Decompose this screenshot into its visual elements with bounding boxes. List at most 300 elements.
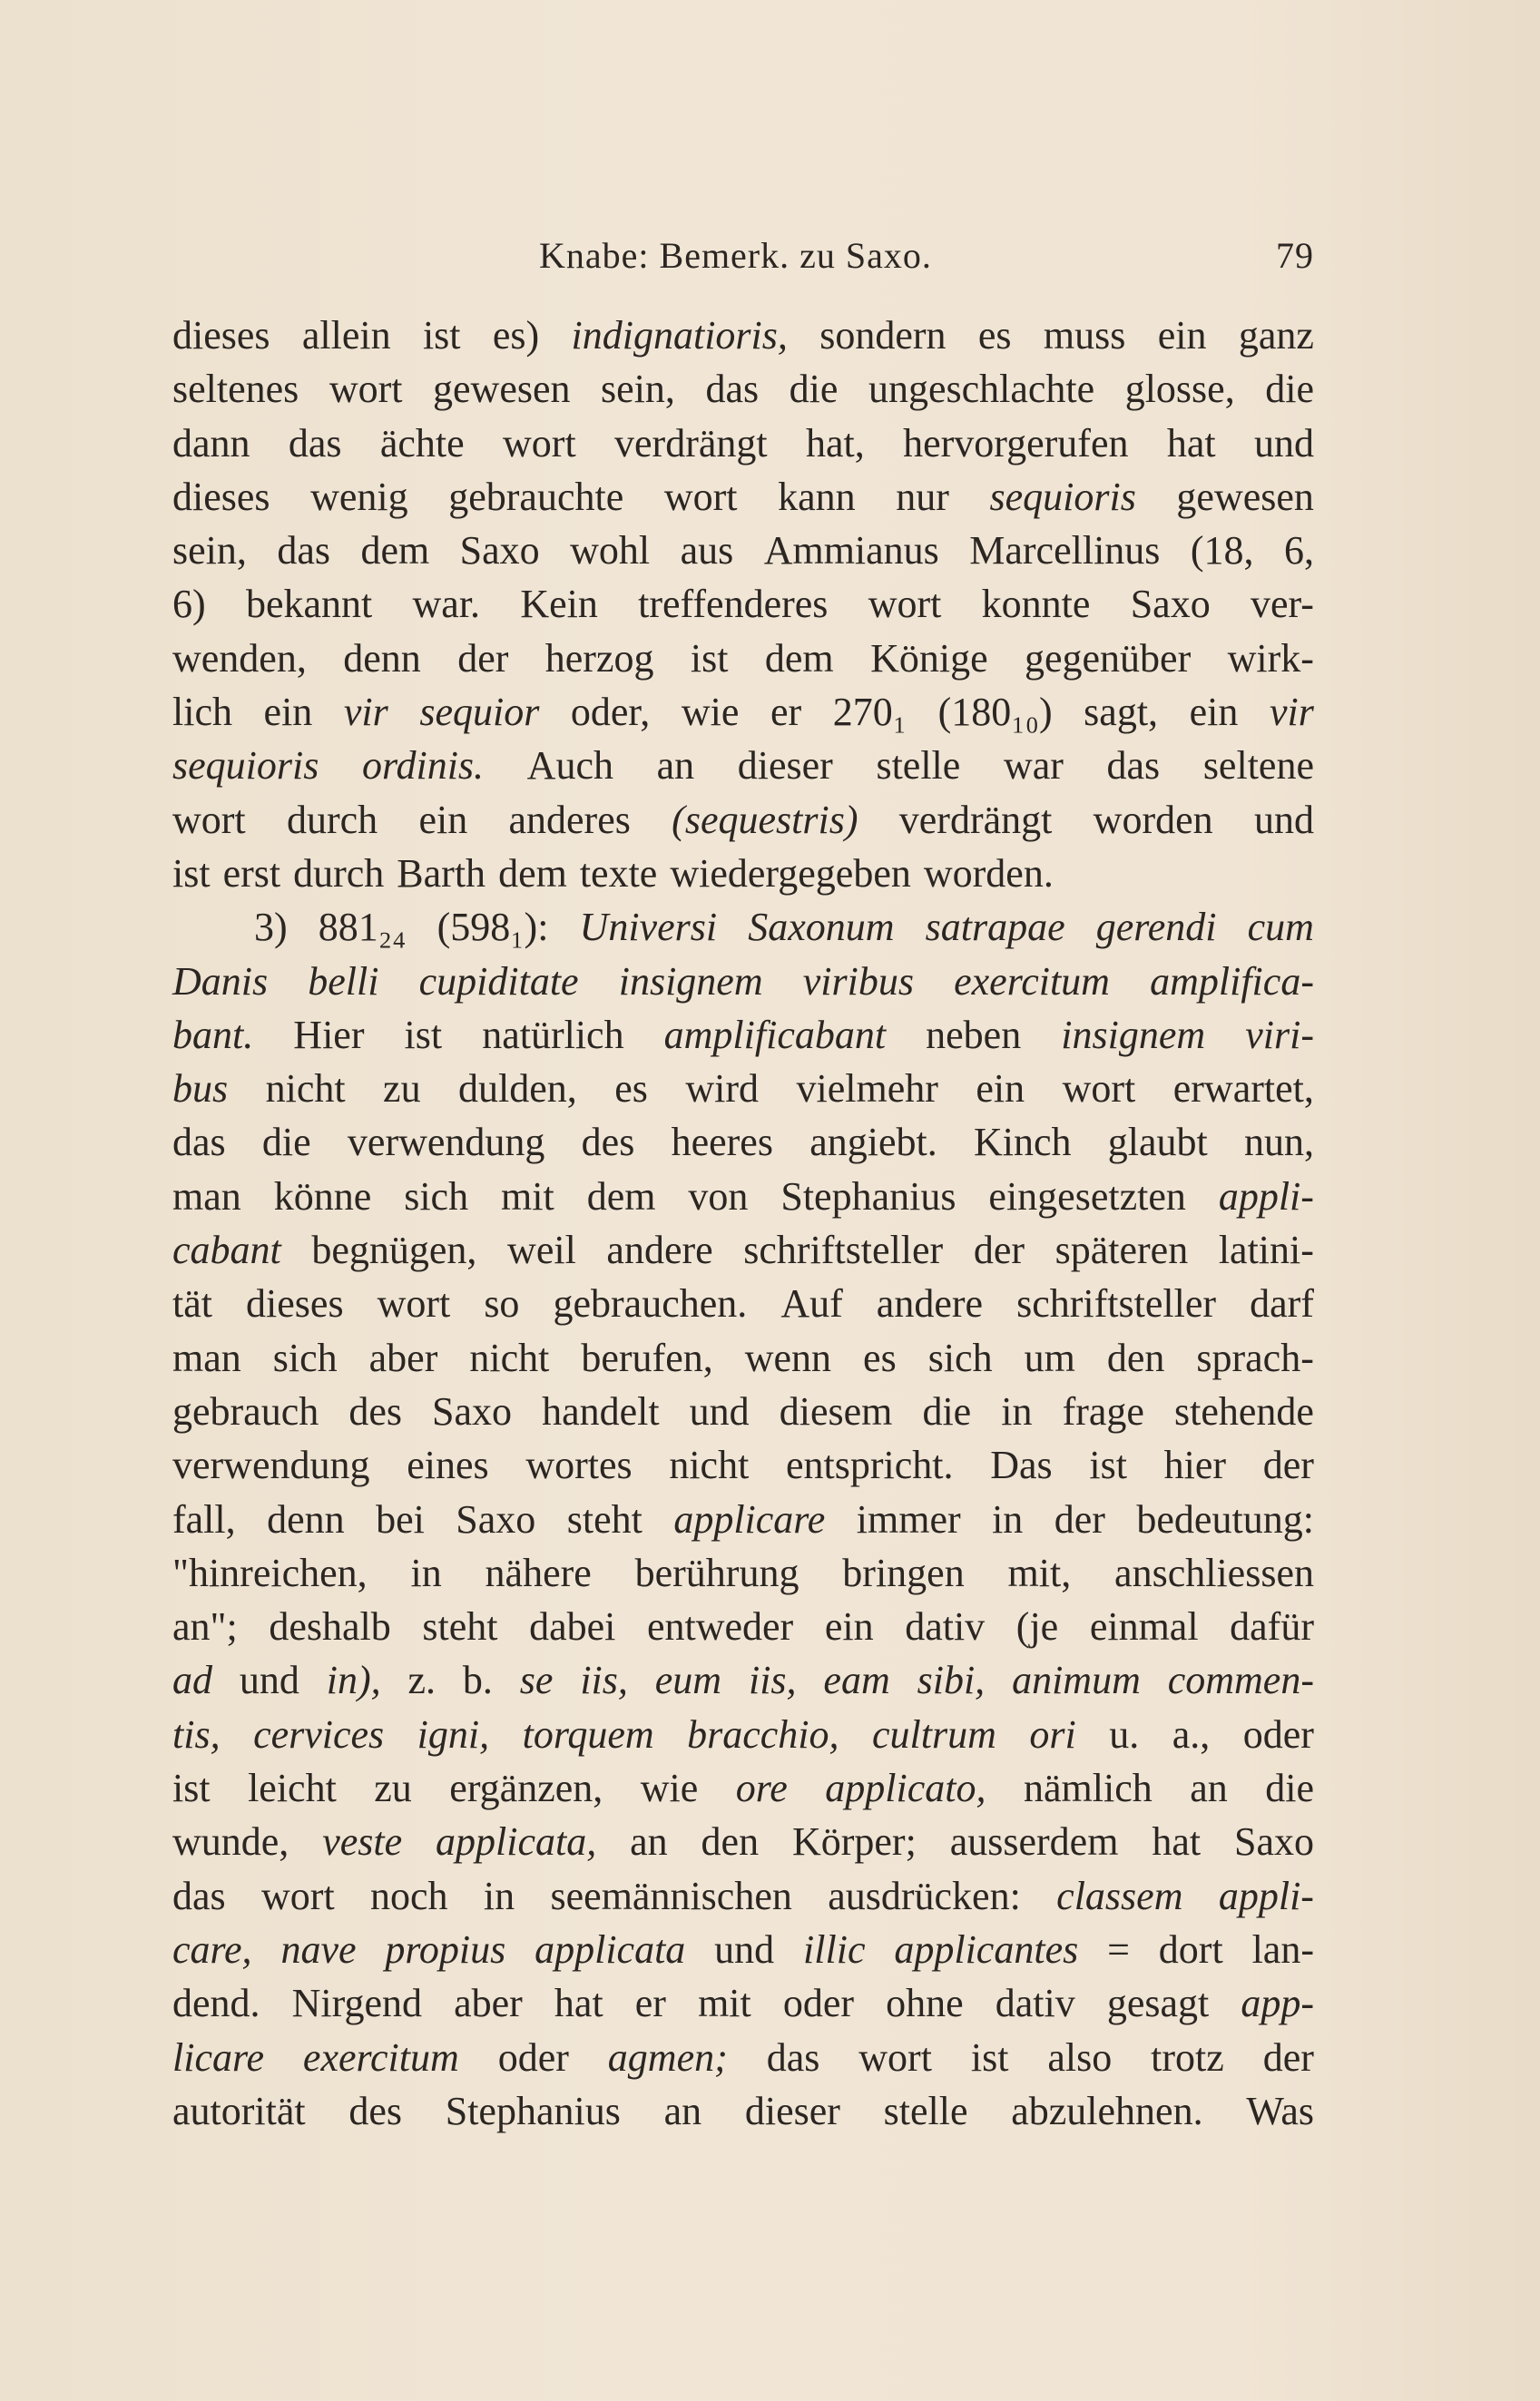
- word: Stephanius: [445, 2088, 621, 2133]
- word: sich: [404, 1173, 469, 1219]
- word: wird: [685, 1066, 760, 1112]
- word: dem: [498, 850, 567, 896]
- word: und: [1253, 797, 1314, 842]
- word: des: [348, 1388, 402, 1434]
- word: ist: [404, 1012, 443, 1057]
- word: das: [766, 2034, 820, 2080]
- word: dabei: [529, 1604, 616, 1650]
- word: applicata,: [436, 1819, 597, 1865]
- text-line: [172, 900, 1314, 954]
- word: ausserdem: [949, 1819, 1119, 1865]
- text-line: [172, 685, 1314, 739]
- word: weil: [507, 1228, 576, 1273]
- word: cupiditate: [418, 958, 579, 1004]
- word: allein: [301, 313, 391, 358]
- word: ächte: [379, 420, 465, 466]
- page-number: 79: [1276, 235, 1314, 276]
- text-line: [172, 632, 1314, 685]
- word: den: [701, 1819, 760, 1865]
- word: also: [1047, 2034, 1113, 2080]
- word: worden: [1093, 797, 1213, 842]
- word: entweder: [646, 1604, 794, 1650]
- word: care,: [172, 1926, 252, 1972]
- word: ist: [172, 1766, 211, 1811]
- word: in: [483, 1873, 515, 1918]
- word: ausdrücken:: [828, 1873, 1021, 1918]
- word: 270₁: [832, 690, 907, 735]
- word: dulden,: [458, 1066, 577, 1112]
- text-line: [172, 1493, 1314, 1546]
- word: gesagt: [1106, 1981, 1210, 2026]
- text-line: [172, 1653, 1314, 1707]
- word: in: [992, 1496, 1024, 1542]
- word: der: [1262, 1443, 1314, 1488]
- word: mit: [501, 1173, 554, 1219]
- word: exercitum: [954, 958, 1110, 1004]
- word: se: [519, 1658, 554, 1703]
- word: er: [634, 1981, 666, 2026]
- word: glaubt: [1107, 1120, 1208, 1165]
- word: anschliessen: [1114, 1550, 1314, 1595]
- word: an: [1190, 1766, 1228, 1811]
- word: 6,: [1283, 528, 1314, 573]
- word: ganz: [1238, 313, 1314, 358]
- word: aber: [454, 1981, 523, 2026]
- word: oder: [782, 1981, 855, 2026]
- word: satrapae: [925, 905, 1065, 950]
- word: stelle: [876, 743, 961, 789]
- word: texte: [579, 850, 658, 896]
- word: andere: [606, 1228, 713, 1273]
- word: eam: [823, 1658, 890, 1703]
- word: könne: [273, 1173, 372, 1219]
- word: ungeschlachte: [868, 367, 1095, 412]
- word: mit,: [1007, 1550, 1072, 1595]
- text-line: [172, 1869, 1314, 1923]
- word: verwendung: [347, 1120, 545, 1165]
- word: b.: [462, 1658, 493, 1703]
- word: Auf: [780, 1281, 843, 1327]
- word: des: [348, 2088, 402, 2133]
- word: Universi: [579, 905, 718, 950]
- word: diesem: [779, 1388, 893, 1434]
- word: das: [288, 420, 342, 466]
- word: cultrum: [872, 1711, 996, 1757]
- word: kann: [778, 474, 856, 519]
- word: es: [863, 1335, 897, 1380]
- word: an: [663, 2088, 702, 2133]
- word: nicht: [669, 1443, 750, 1488]
- word: bus: [172, 1066, 229, 1112]
- word: dativ: [905, 1604, 986, 1650]
- word: bedeutung:: [1136, 1496, 1314, 1542]
- word: steht: [566, 1496, 642, 1542]
- word: dieser: [744, 2088, 840, 2133]
- word: durch: [293, 850, 385, 896]
- word: insignem: [1061, 1012, 1206, 1057]
- word: dieses: [246, 1281, 344, 1327]
- word: cabant: [172, 1228, 281, 1273]
- word: worden.: [923, 850, 1054, 896]
- word: seltenes: [172, 367, 299, 412]
- word: das: [1106, 743, 1161, 789]
- text-line: [172, 1170, 1314, 1223]
- word: der: [1262, 2034, 1314, 2080]
- word: gewesen: [1176, 474, 1314, 519]
- word: späteren: [1054, 1228, 1189, 1273]
- word: tis,: [172, 1711, 221, 1757]
- text-line: [172, 470, 1314, 524]
- word: gebrauchte: [448, 474, 624, 519]
- word: gebrauch: [172, 1388, 319, 1434]
- word: sprach-: [1196, 1335, 1314, 1380]
- word: man: [172, 1335, 241, 1380]
- word: der: [973, 1228, 1025, 1273]
- word: die: [1265, 1766, 1314, 1811]
- word: vir: [1269, 690, 1314, 735]
- word: Saxo: [432, 1388, 513, 1434]
- word: sein,: [172, 528, 247, 573]
- word: an: [630, 1819, 668, 1865]
- text-line: [172, 1115, 1314, 1169]
- word: sondern: [819, 313, 947, 358]
- word: gerendi: [1095, 905, 1217, 950]
- text-line: [172, 1331, 1314, 1385]
- word: ohne: [886, 1981, 964, 2026]
- word: ist: [1089, 1443, 1127, 1488]
- word: und: [714, 1926, 775, 1972]
- word: die: [922, 1388, 972, 1434]
- word: wort: [858, 2034, 932, 2080]
- word: Könige: [870, 635, 988, 681]
- text-line: [172, 793, 1314, 847]
- word: abzulehnen.: [1011, 2088, 1203, 2133]
- word: zu: [374, 1766, 412, 1811]
- word: dieses: [172, 313, 270, 358]
- text-line: [172, 2084, 1314, 2138]
- word: leicht: [248, 1766, 337, 1811]
- word: illic: [803, 1926, 866, 1972]
- word: des: [581, 1120, 635, 1165]
- running-title: Knabe: Bemerk. zu Saxo.: [539, 235, 932, 276]
- word: die: [1265, 367, 1314, 412]
- text-line: [172, 1546, 1314, 1600]
- word: sich: [927, 1335, 993, 1380]
- word: nicht: [469, 1335, 550, 1380]
- word: Saxo: [456, 1496, 536, 1542]
- word: dort: [1158, 1926, 1223, 1972]
- word: an: [656, 743, 695, 789]
- text-line: [172, 577, 1314, 631]
- running-head: [176, 234, 1314, 281]
- word: erwartet,: [1172, 1066, 1314, 1112]
- word: licare: [172, 2034, 264, 2080]
- word: belli: [308, 958, 379, 1004]
- word: nur: [896, 474, 949, 519]
- word: wenn: [744, 1335, 832, 1380]
- text-line: [172, 1815, 1314, 1868]
- word: Körper;: [791, 1819, 917, 1865]
- word: immer: [856, 1496, 961, 1542]
- word: a.,: [1172, 1711, 1211, 1757]
- word: einmal: [1089, 1604, 1199, 1650]
- word: um: [1024, 1335, 1075, 1380]
- word: handelt: [542, 1388, 660, 1434]
- word: ver-: [1250, 582, 1314, 627]
- word: der: [1054, 1496, 1105, 1542]
- text-line: [172, 416, 1314, 470]
- word: andere: [876, 1281, 984, 1327]
- word: ein: [1157, 313, 1207, 358]
- word: seemännischen: [550, 1873, 792, 1918]
- word: von: [688, 1173, 749, 1219]
- word: an";: [172, 1604, 238, 1650]
- word: indignatioris,: [571, 313, 788, 358]
- word: es): [492, 313, 540, 358]
- word: cervices: [253, 1711, 385, 1757]
- word: begnügen,: [311, 1228, 477, 1273]
- word: herzog: [544, 635, 654, 681]
- word: verwendung: [172, 1443, 370, 1488]
- word: viribus: [802, 958, 914, 1004]
- word: in: [1001, 1388, 1033, 1434]
- word: dieses: [172, 474, 270, 519]
- word: es: [614, 1066, 648, 1112]
- word: der: [457, 635, 509, 681]
- text-line: [172, 1708, 1314, 1761]
- word: appli-: [1218, 1873, 1314, 1918]
- word: cum: [1247, 905, 1314, 950]
- word: nämlich: [1023, 1766, 1153, 1811]
- word: appli-: [1218, 1173, 1314, 1219]
- word: aber: [368, 1335, 438, 1380]
- word: tät: [172, 1281, 212, 1327]
- word: amplifica-: [1150, 958, 1314, 1004]
- word: bei: [376, 1496, 425, 1542]
- word: wort: [261, 1873, 335, 1918]
- text-line: [172, 1923, 1314, 1976]
- word: angiebt.: [809, 1120, 937, 1165]
- word: verdrängt: [898, 797, 1053, 842]
- word: veste: [322, 1819, 403, 1865]
- word: schriftsteller: [743, 1228, 944, 1273]
- word: ori: [1029, 1711, 1076, 1757]
- word: schriftsteller: [1016, 1281, 1217, 1327]
- word: natürlich: [482, 1012, 624, 1057]
- word: Saxo: [1130, 582, 1211, 627]
- word: das: [172, 1873, 226, 1918]
- word: wunde,: [172, 1819, 289, 1865]
- word: commen-: [1167, 1658, 1314, 1703]
- word: gegenüber: [1025, 635, 1192, 681]
- word: dend.: [172, 1981, 260, 2026]
- word: ergänzen,: [449, 1766, 603, 1811]
- word: man: [172, 1173, 241, 1219]
- word: Danis: [172, 958, 269, 1004]
- text-line: [172, 1062, 1314, 1115]
- word: Das: [990, 1443, 1053, 1488]
- word: hervorgerufen: [903, 420, 1129, 466]
- word: hat: [554, 1981, 603, 2026]
- word: Kinch: [973, 1120, 1072, 1165]
- word: und: [1253, 420, 1314, 466]
- word: wort: [1062, 1066, 1136, 1112]
- word: sequioris: [989, 474, 1136, 519]
- text-line: [172, 1438, 1314, 1492]
- word: ordinis.: [361, 743, 485, 789]
- word: denn: [267, 1496, 345, 1542]
- word: (sequestris): [672, 797, 858, 842]
- text-line: [172, 1223, 1314, 1277]
- word: es: [977, 313, 1012, 358]
- word: nicht: [265, 1066, 346, 1112]
- word: Barth: [397, 850, 486, 896]
- text-line: [172, 309, 1314, 362]
- text-line: [172, 2031, 1314, 2084]
- text-line: [172, 1008, 1314, 1062]
- word: (180₁₀): [937, 690, 1053, 735]
- word: so: [484, 1281, 520, 1327]
- word: torquem: [522, 1711, 654, 1757]
- word: die: [261, 1120, 311, 1165]
- word: (598₁):: [436, 905, 549, 950]
- word: oder: [497, 2034, 569, 2080]
- word: gebrauchen.: [553, 1281, 748, 1327]
- word: Stephanius: [780, 1173, 956, 1219]
- word: stehende: [1174, 1388, 1314, 1434]
- text-line: [172, 1385, 1314, 1438]
- text-line: [172, 1277, 1314, 1330]
- word: sibi,: [917, 1658, 986, 1703]
- word: in: [410, 1550, 442, 1595]
- word: ein: [976, 1066, 1025, 1112]
- word: sagt,: [1084, 690, 1159, 735]
- word: Marcellinus: [969, 528, 1161, 573]
- text-line: [172, 955, 1314, 1008]
- word: sequior: [419, 690, 540, 735]
- word: den: [1106, 1335, 1165, 1380]
- word: wort: [663, 474, 738, 519]
- word: 881₂₄: [318, 905, 407, 950]
- word: ein: [1189, 690, 1239, 735]
- word: (18,: [1190, 528, 1254, 573]
- word: heeres: [671, 1120, 773, 1165]
- word: eum: [654, 1658, 722, 1703]
- word: war.: [412, 582, 481, 627]
- word: er: [770, 690, 802, 735]
- word: konnte: [981, 582, 1091, 627]
- word: und: [689, 1388, 750, 1434]
- text-line: [172, 847, 1314, 900]
- text-line: [172, 1600, 1314, 1653]
- word: insignem: [618, 958, 763, 1004]
- word: aus: [680, 528, 734, 573]
- word: Was: [1246, 2088, 1314, 2133]
- word: lan-: [1251, 1926, 1314, 1972]
- word: stelle: [883, 2088, 968, 2133]
- word: seltene: [1202, 743, 1314, 789]
- word: z.: [407, 1658, 436, 1703]
- word: darf: [1250, 1281, 1314, 1327]
- word: Hier: [293, 1012, 365, 1057]
- word: (je: [1015, 1604, 1059, 1650]
- word: applicantes: [894, 1926, 1079, 1972]
- body-text: [172, 309, 1314, 2138]
- word: Auch: [526, 743, 613, 789]
- word: berührung: [634, 1550, 799, 1595]
- word: ore: [735, 1766, 788, 1811]
- word: ein: [824, 1604, 874, 1650]
- word: wie: [640, 1766, 699, 1811]
- word: agmen;: [607, 2034, 728, 2080]
- word: hat: [1152, 1819, 1202, 1865]
- word: trotz: [1151, 2034, 1224, 2080]
- word: entspricht.: [786, 1443, 954, 1488]
- word: das: [705, 367, 760, 412]
- word: exercitum: [302, 2034, 459, 2080]
- word: bracchio,: [687, 1711, 839, 1757]
- word: ist: [422, 313, 461, 358]
- word: Saxonum: [748, 905, 895, 950]
- word: in),: [326, 1658, 381, 1703]
- word: bant.: [172, 1012, 254, 1057]
- word: ist: [690, 635, 729, 681]
- word: anderes: [508, 797, 631, 842]
- word: animum: [1012, 1658, 1141, 1703]
- word: das: [172, 1120, 226, 1165]
- word: das: [277, 528, 330, 573]
- word: wortes: [525, 1443, 633, 1488]
- word: u.: [1109, 1711, 1140, 1757]
- word: wort: [868, 582, 942, 627]
- word: ist: [172, 850, 211, 896]
- word: oder: [1242, 1711, 1314, 1757]
- word: nähere: [485, 1550, 592, 1595]
- word: war: [1003, 743, 1064, 789]
- word: sequioris: [172, 743, 319, 789]
- word: lich: [172, 690, 232, 735]
- word: glosse,: [1124, 367, 1235, 412]
- word: applicato,: [825, 1766, 986, 1811]
- word: 3): [254, 905, 288, 950]
- word: deshalb: [269, 1604, 391, 1650]
- word: amplificabant: [663, 1012, 887, 1057]
- word: Saxo: [1233, 1819, 1314, 1865]
- word: ein: [418, 797, 468, 842]
- word: oder,: [570, 690, 651, 735]
- word: 6): [172, 582, 206, 627]
- text-line: [172, 524, 1314, 577]
- word: bekannt: [245, 582, 373, 627]
- word: vir: [343, 690, 388, 735]
- word: hat: [1166, 420, 1216, 466]
- word: gewesen: [433, 367, 571, 412]
- word: iis,: [580, 1658, 628, 1703]
- word: wort: [503, 420, 576, 466]
- word: erst: [222, 850, 281, 896]
- word: neben: [926, 1012, 1022, 1057]
- word: ein: [263, 690, 313, 735]
- text-line: [172, 1976, 1314, 2030]
- word: bringen: [842, 1550, 965, 1595]
- word: "hinreichen,: [172, 1550, 368, 1595]
- word: fall,: [172, 1496, 236, 1542]
- word: propius: [385, 1926, 506, 1972]
- word: dann: [172, 420, 250, 466]
- word: zu: [383, 1066, 421, 1112]
- word: treffenderes: [638, 582, 829, 627]
- word: wort: [329, 367, 403, 412]
